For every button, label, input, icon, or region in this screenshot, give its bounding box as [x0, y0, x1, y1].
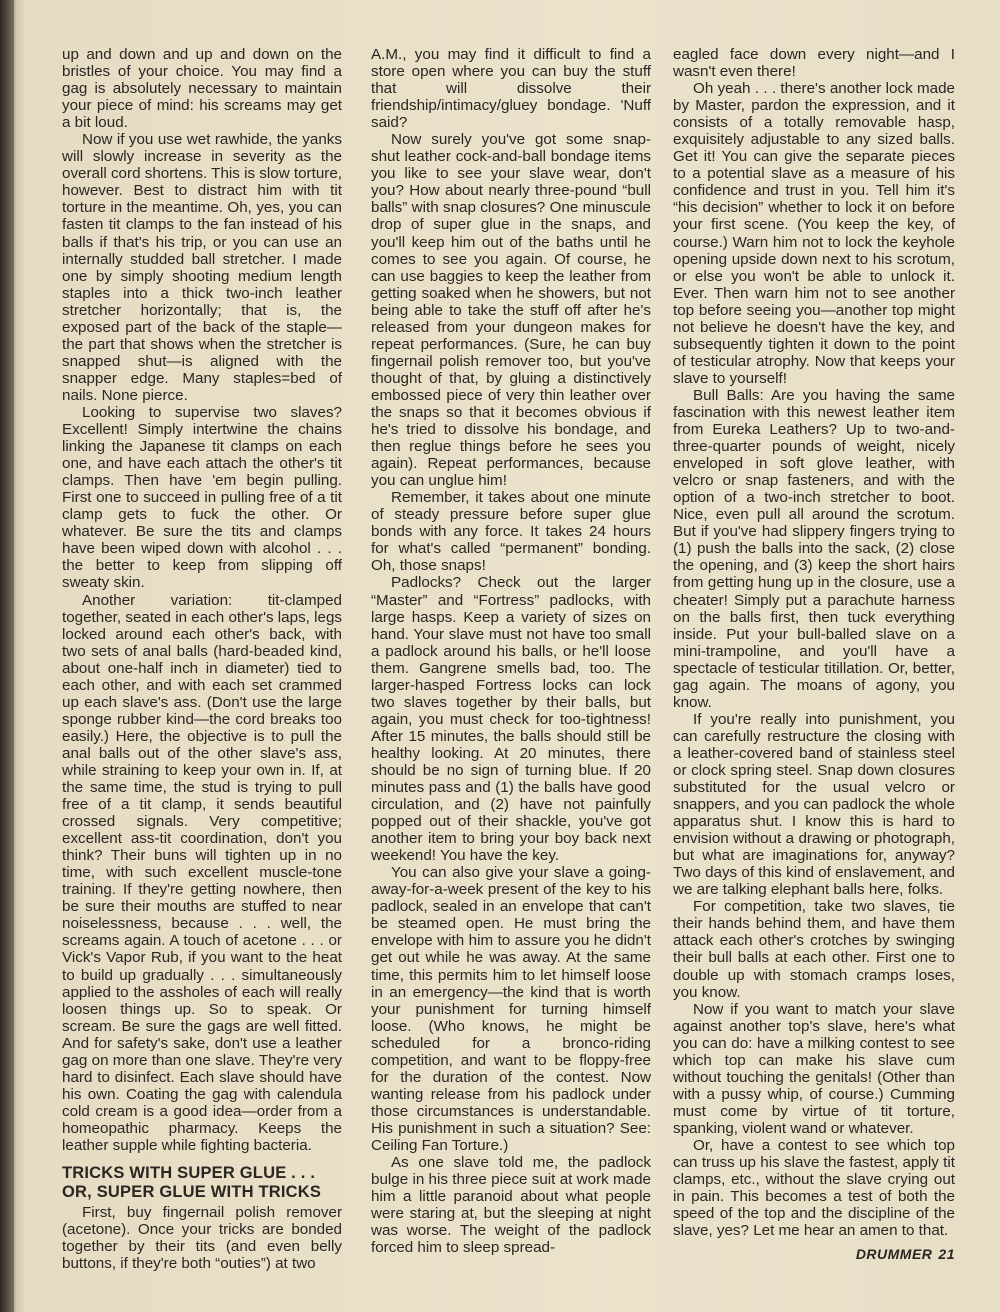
page-footer: [673, 1245, 955, 1263]
section-heading: TRICKS WITH SUPER GLUE . . . OR, SUPER GLUE WITH TRICKS: [62, 1164, 322, 1202]
text-column-1: [62, 46, 342, 1272]
paragraph: Oh yeah . . . there's another lock made by Master, pardon the expression, and it consists of a totally removable hasp, exquisitely adjustable to any sized balls. Get it! You can give the separate pieces to a potential slave as a measure of his confidence and trust in you. Tell him it's “his decision” whether to lock it on before your first scene. (You keep the key, of course.) Warn him not to lock the keyhole opening upside down next to his scrotum, or else you won't be able to unlock it. Ever. Then warn him not to see another top before seeing you—another top might not believe he doesn't have the key, and subsequently tighten it down to the point of testicular atrophy. Now that keeps your slave to yourself!: [673, 80, 955, 387]
paragraph: Bull Balls: Are you having the same fascination with this newest leather item from Eureka Leathers? Up to two-and-three-quarter pounds of weight, nicely enveloped in soft glove leather, with velcro or snap fasteners, and with the option of a two-inch stretcher to boot. Nice, even pull all around the scrotum. But if you've had slippery fingers trying to (1) push the balls into the sack, (2) close the opening, and (3) keep the short hairs from getting hung up in the closure, use a cheater! Simply put a parachute harness on the balls first, then tuck everything inside. Put your bull-balled slave on a mini-trampoline, and you'll have a spectacle of testicular titillation. Or, better, gag again. The moans of agony, you know.: [673, 386, 955, 711]
paragraph: If you're really into punishment, you can carefully restructure the closing with a leather-covered band of stainless steel or clock spring steel. Snap down closures substituted for the usual velcro or snappers, and you can padlock the whole apparatus shut. I know this is hard to envision without a drawing or photograph, but what are imaginations for, anyway? Two days of this kind of enslavement, and we are talking elephant balls here, folks.: [673, 710, 955, 899]
paragraph: up and down and up and down on the bristles of your choice. You may find a gag is absolutely necessary to maintain your piece of mind: his screams may get a bit loud.: [62, 46, 342, 132]
paragraph: Another variation: tit-clamped together, seated in each other's laps, legs locked around each other's back, with two sets of anal balls (hard-beaded kind, about one-half inch in diameter) tied to each other, and with each set crammed up each slave's ass. (Don't use the large sponge rubber kind—the cord breaks too easily.) Here, the objective is to pull the anal balls out of the other slave's ass, while straining to keep your own in. If, at the same time, the stud is trying to pull free of a tit clamp, it sends beautiful crossed signals. Very competitive; excellent ass-tit coordination, don't you think? Their buns will tighten up in no time, with such excellent muscle-tone training. If they're getting nowhere, then be sure their mouths are stuffed to near noiselessness, because . . . well, the screams again. A touch of acetone . . . or Vick's Vapor Rub, if you want to the heat to build up gradually . . . simultaneously applied to the assholes of each will really loosen things up. So to speak. Or scream. Be sure the gags are well fitted. And for safety's sake, don't use a leather gag on more than one slave. They're very hard to disinfect. Each slave should have his own. Coating the gag with calendula cold cream is a good idea—order from a homeopathic pharmacy. Keeps the leather supple while fighting bacteria.: [62, 591, 342, 1154]
paragraph: eagled face down every night—and I wasn't even there!: [673, 46, 955, 81]
paragraph: Looking to supervise two slaves? Excellent! Simply intertwine the chains linking the Japanese tit clamps on each one, and have each attach the other's tit clamps. Then have 'em begin pulling. First one to succeed in pulling free of a tit clamp gets to fuck the other. Or whatever. Be sure the tits and clamps have been wiped down with alcohol . . . the better to keep from slipping off sweaty skin.: [62, 403, 342, 592]
text-column-3: [673, 46, 955, 1263]
paragraph: Remember, it takes about one minute of steady pressure before super glue bonds with any force. It takes 24 hours for what's called “permanent” bonding. Oh, those snaps!: [371, 489, 651, 575]
paragraph: First, buy fingernail polish remover (acetone). Once your tricks are bonded together by their tits (and even belly buttons, if they're both “outies”) at two: [62, 1204, 342, 1273]
paragraph: A.M., you may find it difficult to find a store open where you can buy the stuff that will dissolve their friendship/intimacy/gluey bondage. 'Nuff said?: [371, 46, 651, 132]
paragraph: Now if you want to match your slave against another top's slave, here's what you can do: have a milking contest to see which top can make his slave cum without touching the genitals! (Other than with a pussy whip, of course.) Cumming must come by virtue of tit torture, spanking, violent wand or whatever.: [673, 1000, 955, 1137]
paragraph: Now if you use wet rawhide, the yanks will slowly increase in severity as the overall cord shortens. This is slow torture, however. Best to distract him with tit torture in the meantime. Oh, yes, you can fasten tit clamps to the fan instead of his balls if that's his trip, or you can use an internally studded ball stretcher. I made one by simply shooting medium length staples into a thick two-inch leather stretcher horizontally; that is, the exposed part of the back of the staple—the part that shows when the stretcher is snapped shut—is aligned with the snapper edge. Many staples=bed of nails. None pierce.: [62, 131, 342, 404]
text-column-2: [371, 46, 651, 1256]
page-number: 21: [938, 1246, 955, 1263]
page-spine-edge: [0, 0, 14, 1312]
paragraph: Or, have a contest to see which top can truss up his slave the fastest, apply tit clamps, etc., without the slave crying out in pain. This becomes a test of both the speed of the top and the discipline of the slave, yes? Let me hear an amen to that.: [673, 1137, 955, 1240]
paragraph: For competition, take two slaves, tie their hands behind them, and have them attack each other's crotches by swinging their bull balls at each other. First one to double up with stomach cramps loses, you know.: [673, 898, 955, 1001]
paragraph: As one slave told me, the padlock bulge in his three piece suit at work made him a little paranoid about what people were staring at, but the sleeping at night was worse. The weight of the padlock forced him to sleep spread-: [371, 1154, 651, 1257]
magazine-name: DRUMMER: [855, 1246, 933, 1263]
paragraph: Now surely you've got some snap-shut leather cock-and-ball bondage items you like to see your slave wear, don't you? How about nearly three-pound “bull balls” with snap closures? One minuscule drop of super glue in the snaps, and you'll keep him out of the baths until he comes to see you again. Of course, he can use baggies to keep the leather from getting soaked when he showers, but not being able to take the stuff off after he's released from your dungeon makes for repeat performances. (Sure, he can buy fingernail polish remover too, but you've thought of that, by gluing a distinctively embossed piece of very thin leather over the snaps so that it becomes obvious if he's tried to dissolve his bondage, and then reglue things before he sees you again). Repeat performances, because you can unglue him!: [371, 131, 651, 490]
paragraph: You can also give your slave a going-away-for-a-week present of the key to his padlock, sealed in an envelope that can't be steamed open. He must bring the envelope with him to assure you he didn't get out while he was away. At the same time, this permits him to let himself loose in an emergency—the kind that is worth your punishment for turning himself loose. (Who knows, he might be scheduled for a bronco-riding competition, and want to be floppy-free for the duration of the contest. Now wanting release from his padlock under those circumstances is understandable. His punishment in such a situation? See: Ceiling Fan Torture.): [371, 864, 651, 1154]
paragraph: Padlocks? Check out the larger “Master” and “Fortress” padlocks, with large hasps. Keep a variety of sizes on hand. Your slave must not have too small a padlock around his balls, or he'll loose them. Gangrene smells bad, too. The larger-hasped Fortress locks can lock two slaves together by their balls, but again, you must check for too-tightness! After 15 minutes, the balls should still be healthy looking. At 20 minutes, there should be no sign of turning blue. If 20 minutes pass and (1) the balls have good circulation, and (2) have not painfully popped out of their shackle, you've got another item to bring your boy back next weekend! You have the key.: [371, 574, 651, 865]
